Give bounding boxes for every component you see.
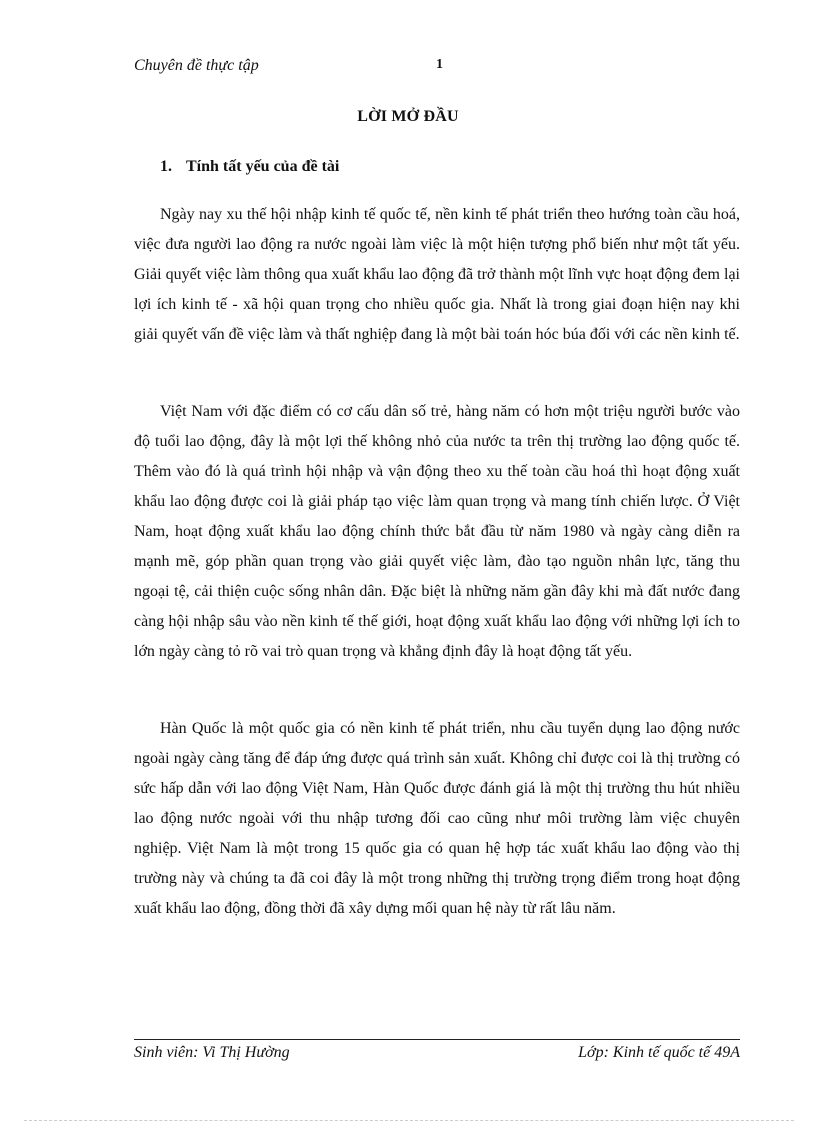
section-number: 1. (160, 158, 172, 175)
page-number: 1 (436, 57, 443, 72)
document-heading: LỜI MỞ ĐẦU (357, 108, 459, 125)
footer-student: Sinh viên: Vi Thị Hường (134, 1044, 290, 1061)
header-title: Chuyên đề thực tập (134, 57, 259, 74)
footer-class: Lớp: Kinh tế quốc tế 49A (578, 1044, 740, 1061)
section-title-text: Tính tất yếu của đề tài (186, 158, 340, 175)
body-paragraph-3: Hàn Quốc là một quốc gia có nền kinh tế phát triển, nhu cầu tuyển dụng lao động nước ngoài ngày càng tăng để đáp ứng được quá trình sản xuất. Không chỉ được coi là thị trường có sức hấp dẫn với lao động Việt Nam, Hàn Quốc được đánh giá là một thị trường thu hút nhiều lao động nước ngoài với thu nhập tương đối cao cũng như môi trường làm việc chuyên nghiệp. Việt Nam là một trong 15 quốc gia có quan hệ hợp tác xuất khẩu lao động vào thị trường này và chúng ta đã coi đây là một trong những thị trường trọng điểm trong hoạt động xuất khẩu lao động, đồng thời đã xây dựng mối quan hệ này từ rất lâu năm. (134, 720, 740, 917)
page-bottom-edge (24, 1120, 794, 1121)
footer-divider (134, 1039, 740, 1040)
section-title (160, 158, 339, 176)
body-paragraph-2: Việt Nam với đặc điểm có cơ cấu dân số trẻ, hàng năm có hơn một triệu người bước vào độ tuổi lao động, đây là một lợi thế không nhỏ của nước ta trên thị trường lao động quốc tế. Thêm vào đó là quá trình hội nhập và vận động theo xu thế toàn cầu hoá thì hoạt động xuất khẩu lao động được coi là giải pháp tạo việc làm quan trọng và mang tính chiến lược. Ở Việt Nam, hoạt động xuất khẩu lao động chính thức bắt đầu từ năm 1980 và ngày càng diễn ra mạnh mẽ, góp phần quan trọng vào giải quyết việc làm, đào tạo nguồn nhân lực, tăng thu ngoại tệ, cải thiện cuộc sống nhân dân. Đặc biệt là những năm gần đây khi mà đất nước đang càng hội nhập sâu vào nền kinh tế thế giới, hoạt động xuất khẩu lao động với những lợi ích to lớn ngày càng tỏ rõ vai trò quan trọng và khẳng định đây là hoạt động tất yếu. (134, 403, 740, 660)
body-paragraph-1: Ngày nay xu thế hội nhập kinh tế quốc tế, nền kinh tế phát triển theo hướng toàn cầu hoá, việc đưa người lao động ra nước ngoài làm việc là một hiện tượng phổ biến như một tất yếu. Giải quyết việc làm thông qua xuất khẩu lao động đã trở thành một lĩnh vực hoạt động đem lại lợi ích kinh tế - xã hội quan trọng cho nhiều quốc gia. Nhất là trong giai đoạn hiện nay khi giải quyết vấn đề việc làm và thất nghiệp đang là một bài toán hóc búa đối với các nền kinh tế. (134, 206, 740, 343)
